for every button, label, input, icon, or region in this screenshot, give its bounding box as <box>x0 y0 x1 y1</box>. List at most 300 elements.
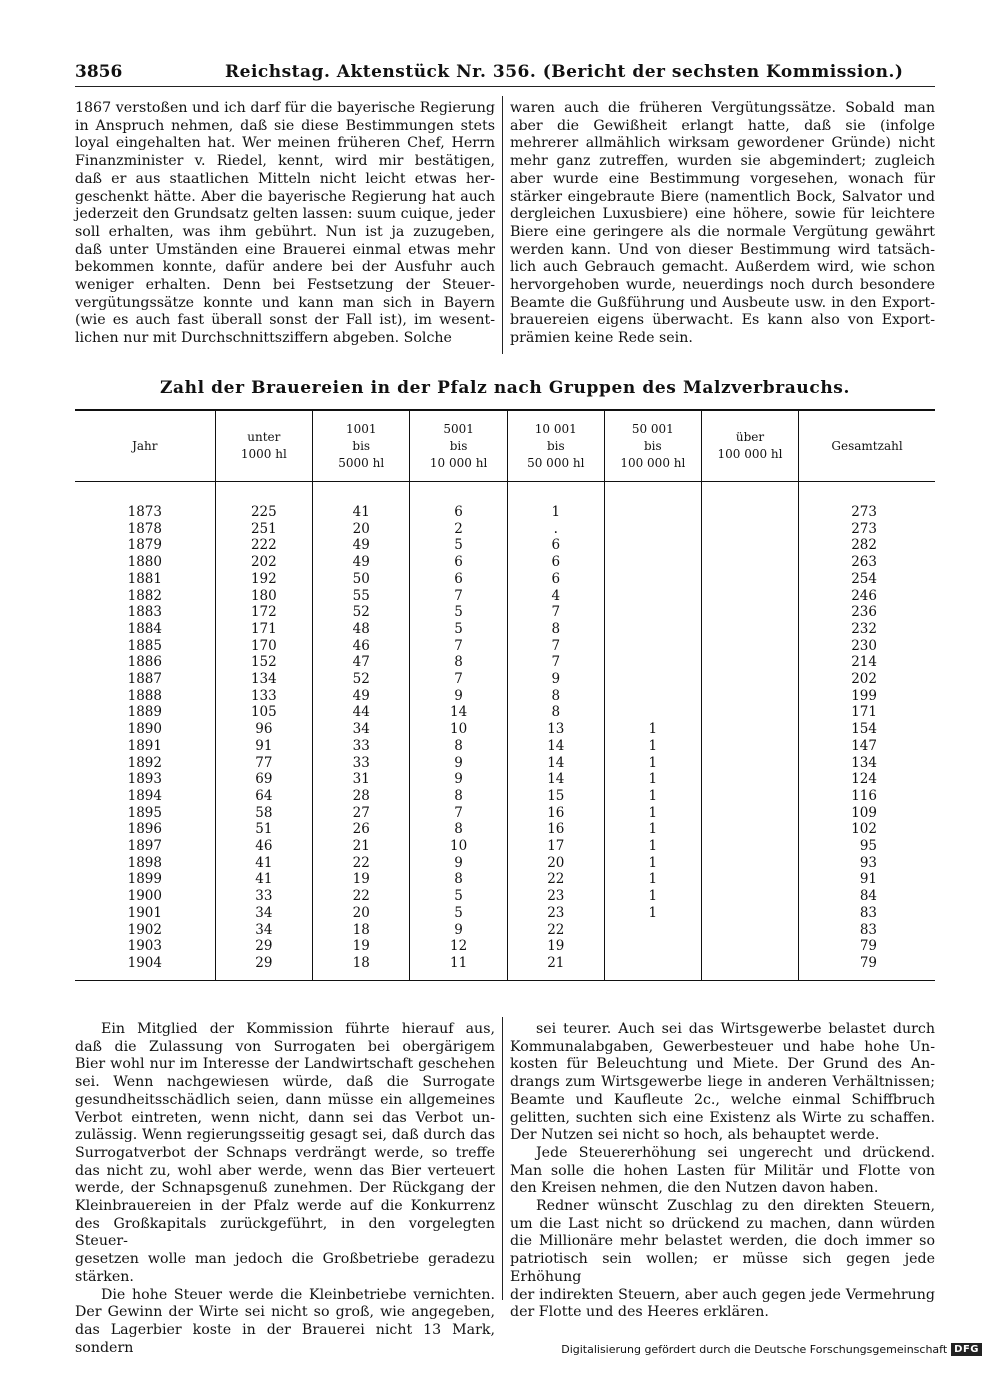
value-cell: 1 <box>604 738 701 755</box>
value-cell <box>604 638 701 655</box>
text-line: Ein Mitglied der Kommission führte hierauf aus, <box>101 1021 495 1037</box>
value-cell: 7 <box>410 588 507 605</box>
value-cell: 192 <box>215 571 312 588</box>
value-cell: 225 <box>215 504 312 521</box>
year-cell: 1889 <box>127 704 162 721</box>
column-header-line: 100 000 hl <box>717 447 783 461</box>
text-line: patriotisch sein wollen; er müsse sich gegen jede Erhöhung <box>510 1251 935 1285</box>
column-header-line: bis <box>352 438 371 453</box>
column-header <box>215 410 312 482</box>
year-cell: 1895 <box>127 804 162 821</box>
value-cell: 1 <box>604 721 701 738</box>
value-cell: 55 <box>313 588 410 605</box>
text-line: Man solle die hohen Lasten für Militär und Flotte von <box>510 1162 935 1179</box>
text-line: Jede Steuererhöhung sei ungerecht und drückend. <box>536 1144 935 1161</box>
value-cell: 8 <box>507 621 604 638</box>
column-divider-bottom <box>502 1017 503 1300</box>
value-cell <box>701 871 798 888</box>
column-header <box>604 410 701 482</box>
text-line: Kommunalabgaben, Gewerbesteuer und habe hohe Un- <box>510 1038 935 1055</box>
value-cell <box>701 704 798 721</box>
text-column-top-left <box>75 100 495 348</box>
value-cell: 222 <box>215 537 312 554</box>
table-row <box>75 537 935 554</box>
text-line: der Flotte und des Heeres erklären. <box>510 1304 769 1321</box>
value-cell: 8 <box>507 688 604 705</box>
text-line: weniger erhalten. Denn bei Festsetzung der Steuer- <box>75 277 495 294</box>
table-row <box>75 805 935 822</box>
table-row <box>75 955 935 972</box>
value-cell: 21 <box>507 955 604 972</box>
value-cell: 9 <box>410 771 507 788</box>
value-cell: 96 <box>215 721 312 738</box>
value-cell <box>701 721 798 738</box>
column-header-line: 10 001 <box>534 421 577 436</box>
column-header <box>313 410 410 482</box>
column-header-line: Gesamtzahl <box>831 438 903 453</box>
spacer-cell <box>507 972 604 980</box>
text-line: brauereien eigens überwacht. Es kann also von Export- <box>510 312 935 329</box>
value-cell: 13 <box>507 721 604 738</box>
value-cell: 79 <box>799 955 935 972</box>
value-cell <box>604 938 701 955</box>
value-cell: 2 <box>410 521 507 538</box>
value-cell <box>701 588 798 605</box>
spacer-cell <box>799 972 935 980</box>
table-row <box>75 521 935 538</box>
value-cell: 91 <box>799 871 935 888</box>
text-line: kosten für Beleuchtung und Miete. Der Grund des An- <box>510 1056 935 1073</box>
text-line: (wie es auch fast überall sonst der Fall ist), im wesent- <box>75 312 495 329</box>
value-cell: 41 <box>215 871 312 888</box>
text-line: jederzeit den Grundsatz gelten lassen: suum cuique, jeder <box>75 206 495 223</box>
table-header-row <box>75 410 935 482</box>
value-cell: 10 <box>410 838 507 855</box>
year-cell: 1884 <box>127 620 162 637</box>
value-cell: 16 <box>507 821 604 838</box>
dfg-logo: DFG <box>951 1343 982 1356</box>
value-cell: 14 <box>507 738 604 755</box>
value-cell <box>604 922 701 939</box>
value-cell <box>701 855 798 872</box>
value-cell: 15 <box>507 788 604 805</box>
year-cell: 1904 <box>127 954 162 971</box>
value-cell: 180 <box>215 588 312 605</box>
value-cell: 77 <box>215 755 312 772</box>
text-line: aber die Gewißheit erlangt hatte, daß sie (infolge <box>510 117 935 134</box>
value-cell: 28 <box>313 788 410 805</box>
value-cell <box>604 537 701 554</box>
text-line: werde, der Schnapsgenuß zunehmen. Der Rückgang der <box>75 1180 495 1197</box>
year-cell: 1903 <box>127 938 162 955</box>
value-cell: 8 <box>410 871 507 888</box>
value-cell: 134 <box>799 755 935 772</box>
value-cell: 19 <box>313 871 410 888</box>
value-cell <box>604 504 701 521</box>
text-line: sei. Wenn nachgewiesen würde, daß die Surrogate <box>75 1074 495 1091</box>
table-row <box>75 938 935 955</box>
text-line: Bier wohl nur im Interesse der Landwirtschaft geschehen <box>75 1056 495 1073</box>
text-line: gesundheitsschädlich seien, dann müsse ein allgemeines <box>75 1091 495 1108</box>
text-line: drangs zum Wirtsgewerbe liege in anderen Verhältnissen; <box>510 1074 935 1091</box>
value-cell: 49 <box>313 688 410 705</box>
text-line: Der Gewinn der Wirte sei nicht so groß, wie angegeben, <box>75 1304 495 1321</box>
text-line: des Großkapitals zurückgeführt, in den vorgelegten Steuer- <box>75 1215 495 1250</box>
text-line: daß er aus staatlichen Mitteln nicht leicht etwas her- <box>75 170 495 187</box>
value-cell <box>701 821 798 838</box>
value-cell: 1 <box>507 504 604 521</box>
value-cell: 8 <box>410 654 507 671</box>
value-cell: 214 <box>799 654 935 671</box>
paragraph <box>510 1021 935 1145</box>
year-cell: 1878 <box>127 520 162 537</box>
value-cell: 6 <box>507 554 604 571</box>
column-header-line: bis <box>449 438 468 453</box>
value-cell: 95 <box>799 838 935 855</box>
text-line: Kleinbrauereien in der Pfalz werde auf die Konkurrenz <box>75 1198 495 1215</box>
value-cell: 5 <box>410 537 507 554</box>
value-cell: 7 <box>507 654 604 671</box>
text-line: mehrerer allmählich wirksam gewordener Gründe) nicht <box>510 135 935 152</box>
value-cell: 5 <box>410 621 507 638</box>
column-header-line: Jahr <box>132 438 158 453</box>
spacer-cell <box>701 482 798 505</box>
year-cell: 1891 <box>127 737 162 754</box>
table-row <box>75 588 935 605</box>
spacer-cell <box>799 482 935 505</box>
value-cell: 84 <box>799 888 935 905</box>
value-cell <box>701 838 798 855</box>
value-cell: 1 <box>604 888 701 905</box>
value-cell <box>604 704 701 721</box>
value-cell: 124 <box>799 771 935 788</box>
value-cell: 14 <box>410 704 507 721</box>
column-header-line: 50 000 hl <box>527 455 585 470</box>
value-cell: 4 <box>507 588 604 605</box>
paragraph <box>75 1287 495 1358</box>
text-line: in Anspruch nehmen, daß sie diese Bestimmungen stets <box>75 117 495 134</box>
table-row <box>75 721 935 738</box>
spacer-cell <box>75 482 215 505</box>
value-cell: 5 <box>410 604 507 621</box>
value-cell <box>701 621 798 638</box>
text-line: den Kreisen nehmen, die den Nutzen davon haben. <box>510 1180 879 1197</box>
text-line: daß unter Umständen eine Brauerei einmal etwas mehr <box>75 241 495 258</box>
value-cell: 232 <box>799 621 935 638</box>
value-cell <box>701 671 798 688</box>
value-cell <box>701 571 798 588</box>
text-line: geschenkt hätte. Aber die bayerische Regierung hat auch <box>75 188 495 205</box>
table-row <box>75 838 935 855</box>
value-cell: 273 <box>799 521 935 538</box>
text-line: bekommen konnte, dafür andere bei der Ausfuhr auch <box>75 259 495 276</box>
table-row <box>75 855 935 872</box>
year-cell: 1873 <box>127 504 162 520</box>
value-cell: 31 <box>313 771 410 788</box>
text-column-top-right <box>510 100 935 348</box>
value-cell: 6 <box>507 571 604 588</box>
text-line: das nicht zu, wohl aber werde, wenn das Bier verteuert <box>75 1162 495 1179</box>
table-row <box>75 554 935 571</box>
text-line: Surrogatverbot der Schnaps verdrängt werde, so treffe <box>75 1144 495 1161</box>
value-cell <box>701 922 798 939</box>
value-cell: 109 <box>799 805 935 822</box>
value-cell: 134 <box>215 671 312 688</box>
value-cell: 7 <box>507 638 604 655</box>
spacer-cell <box>701 972 798 980</box>
table-row <box>75 638 935 655</box>
value-cell <box>604 688 701 705</box>
value-cell: 58 <box>215 805 312 822</box>
column-divider-top <box>502 96 503 354</box>
column-header <box>701 410 798 482</box>
column-header-line: bis <box>546 438 565 453</box>
table-spacer-row <box>75 972 935 980</box>
value-cell: 102 <box>799 821 935 838</box>
value-cell <box>701 521 798 538</box>
value-cell: 263 <box>799 554 935 571</box>
table-row <box>75 654 935 671</box>
footer-text: Digitalisierung gefördert durch die Deutsche Forschungsgemeinschaft <box>561 1343 948 1356</box>
value-cell: 18 <box>313 955 410 972</box>
year-cell: 1900 <box>127 888 162 905</box>
value-cell: 26 <box>313 821 410 838</box>
text-line: lich auch Gebrauch gemacht. Außerdem wird, wie schon <box>510 259 935 276</box>
spacer-cell <box>215 972 312 980</box>
value-cell: 48 <box>313 621 410 638</box>
column-header-line: 50 001 <box>631 421 674 436</box>
value-cell: 41 <box>313 504 410 521</box>
table-row <box>75 704 935 721</box>
value-cell: 22 <box>313 888 410 905</box>
value-cell: 7 <box>507 604 604 621</box>
text-line: soll erhalten, was ihm gebührt. Nun ist ja zuzugeben, <box>75 223 495 240</box>
value-cell: 6 <box>410 554 507 571</box>
text-line: gesetzen wolle man jedoch die Großbetriebe geradezu stärken. <box>75 1251 495 1285</box>
value-cell <box>701 771 798 788</box>
value-cell: 50 <box>313 571 410 588</box>
text-line: zulässig. Wenn regierungsseitig gesagt sei, daß durch das <box>75 1127 495 1144</box>
text-line: sei teurer. Auch sei das Wirtsgewerbe belastet durch <box>536 1021 935 1037</box>
value-cell: 83 <box>799 922 935 939</box>
column-header-line: 10 000 hl <box>429 455 488 470</box>
year-cell: 1880 <box>127 554 162 571</box>
value-cell: 202 <box>215 554 312 571</box>
value-cell <box>701 537 798 554</box>
value-cell: 21 <box>313 838 410 855</box>
value-cell: 49 <box>313 554 410 571</box>
text-column-bottom-right <box>510 1021 935 1322</box>
year-cell: 1899 <box>127 871 162 888</box>
text-line: Redner wünscht Zuschlag zu den direkten Steuern, <box>536 1198 935 1215</box>
column-header-line: bis <box>643 438 662 453</box>
text-line: werden kann. Und von dieser Bestimmung wird tatsäch- <box>510 241 935 258</box>
value-cell: 52 <box>313 671 410 688</box>
text-line: hervorgehoben wurde, neuerdings noch durch besondere <box>510 277 935 294</box>
table-row <box>75 821 935 838</box>
text-line: Finanzminister v. Riedel, kennt, wird mir bestätigen, <box>75 153 495 170</box>
value-cell: 20 <box>313 521 410 538</box>
brewery-table <box>75 409 935 980</box>
value-cell <box>701 604 798 621</box>
value-cell <box>701 504 798 521</box>
text-line: mehr ganz zutreffen, wurden sie abgemindert; zugleich <box>510 153 935 170</box>
value-cell: 83 <box>799 905 935 922</box>
value-cell: 14 <box>507 755 604 772</box>
value-cell: 154 <box>799 721 935 738</box>
spacer-cell <box>507 482 604 505</box>
value-cell <box>604 571 701 588</box>
value-cell: 1 <box>604 821 701 838</box>
spacer-cell <box>75 972 215 980</box>
table-bottom-rule <box>75 980 935 981</box>
table-row <box>75 905 935 922</box>
text-line: Beamte und Kaufleute 2c., welche einmal Schiffbruch <box>510 1091 935 1108</box>
value-cell <box>701 938 798 955</box>
value-cell: 69 <box>215 771 312 788</box>
value-cell: 8 <box>507 704 604 721</box>
table-title: Zahl der Brauereien in der Pfalz nach Gruppen des Malzverbrauchs. <box>160 378 850 398</box>
value-cell: 33 <box>313 755 410 772</box>
value-cell: 236 <box>799 604 935 621</box>
text-line: vergütungssätze konnte und kann man sich in Bayern <box>75 294 495 311</box>
value-cell: 41 <box>215 855 312 872</box>
year-cell: 1888 <box>127 687 162 704</box>
value-cell <box>604 521 701 538</box>
value-cell: 33 <box>215 888 312 905</box>
value-cell: 171 <box>799 704 935 721</box>
value-cell: 20 <box>313 905 410 922</box>
value-cell <box>701 688 798 705</box>
value-cell <box>604 604 701 621</box>
column-header-line: 5000 hl <box>338 455 385 470</box>
spacer-cell <box>604 972 701 980</box>
value-cell: 116 <box>799 788 935 805</box>
value-cell: 6 <box>410 571 507 588</box>
value-cell: 246 <box>799 588 935 605</box>
value-cell: 5 <box>410 888 507 905</box>
year-cell: 1887 <box>127 671 162 688</box>
value-cell: 29 <box>215 955 312 972</box>
paragraph <box>510 1145 935 1198</box>
value-cell: 1 <box>604 805 701 822</box>
value-cell: 1 <box>604 771 701 788</box>
table-row <box>75 771 935 788</box>
value-cell: 22 <box>313 855 410 872</box>
table-spacer-row <box>75 482 935 505</box>
value-cell: 8 <box>410 821 507 838</box>
table-row <box>75 922 935 939</box>
value-cell: 105 <box>215 704 312 721</box>
value-cell: 20 <box>507 855 604 872</box>
value-cell: 34 <box>313 721 410 738</box>
value-cell: 44 <box>313 704 410 721</box>
year-cell: 1879 <box>127 537 162 554</box>
year-cell: 1892 <box>127 754 162 771</box>
year-cell: 1901 <box>127 904 162 921</box>
value-cell: 199 <box>799 688 935 705</box>
value-cell: 16 <box>507 805 604 822</box>
table-row <box>75 871 935 888</box>
value-cell: 171 <box>215 621 312 638</box>
value-cell: 47 <box>313 654 410 671</box>
year-cell: 1883 <box>127 604 162 621</box>
year-cell: 1882 <box>127 587 162 604</box>
value-cell: 22 <box>507 871 604 888</box>
value-cell: 52 <box>313 604 410 621</box>
text-line: stärker eingebraute Biere (namentlich Bock, Salvator und <box>510 188 935 205</box>
text-line: um die Last nicht so drückend zu machen, dann würden <box>510 1215 935 1232</box>
text-line: loyal eingehalten hat. Wer meinen früheren Chef, Herrn <box>75 135 495 152</box>
value-cell: 1 <box>604 788 701 805</box>
value-cell <box>701 554 798 571</box>
value-cell: 49 <box>313 537 410 554</box>
value-cell: 9 <box>410 755 507 772</box>
value-cell <box>701 788 798 805</box>
year-cell: 1897 <box>127 838 162 855</box>
text-line: Der Nutzen sei nicht so hoch, als behauptet werde. <box>510 1127 880 1144</box>
year-cell: 1896 <box>127 821 162 838</box>
value-cell <box>604 671 701 688</box>
value-cell: 7 <box>410 671 507 688</box>
text-line: 1867 verstoßen und ich darf für die bayerische Regierung <box>75 100 495 116</box>
table-row <box>75 604 935 621</box>
table-row <box>75 504 935 521</box>
page-header <box>75 60 935 87</box>
table-row <box>75 688 935 705</box>
text-line: Verbot eintreten, wenn nicht, dann sei das Verbot un- <box>75 1109 495 1126</box>
value-cell: 9 <box>410 855 507 872</box>
value-cell: 11 <box>410 955 507 972</box>
value-cell <box>604 654 701 671</box>
column-header-line: 1001 <box>345 421 377 436</box>
value-cell: 172 <box>215 604 312 621</box>
spacer-cell <box>410 972 507 980</box>
column-header <box>507 410 604 482</box>
spacer-cell <box>410 482 507 505</box>
table-row <box>75 888 935 905</box>
spacer-cell <box>313 972 410 980</box>
value-cell: 34 <box>215 922 312 939</box>
value-cell: 1 <box>604 871 701 888</box>
value-cell: 29 <box>215 938 312 955</box>
table-row <box>75 571 935 588</box>
value-cell: 17 <box>507 838 604 855</box>
value-cell: 8 <box>410 788 507 805</box>
paragraph <box>510 1198 935 1322</box>
value-cell: 9 <box>410 688 507 705</box>
value-cell: 9 <box>410 922 507 939</box>
value-cell: . <box>507 521 604 538</box>
column-header <box>799 410 935 482</box>
value-cell: 79 <box>799 938 935 955</box>
value-cell <box>604 955 701 972</box>
value-cell: 202 <box>799 671 935 688</box>
value-cell <box>701 905 798 922</box>
table-row <box>75 755 935 772</box>
value-cell: 7 <box>410 805 507 822</box>
value-cell: 91 <box>215 738 312 755</box>
value-cell <box>701 955 798 972</box>
value-cell <box>604 621 701 638</box>
value-cell: 46 <box>313 638 410 655</box>
year-cell: 1890 <box>127 721 162 738</box>
value-cell: 10 <box>410 721 507 738</box>
column-header-line: über <box>735 430 765 444</box>
value-cell <box>701 638 798 655</box>
text-line: Beamte die Gußführung und Ausbeute usw. in den Export- <box>510 294 935 311</box>
value-cell: 23 <box>507 888 604 905</box>
